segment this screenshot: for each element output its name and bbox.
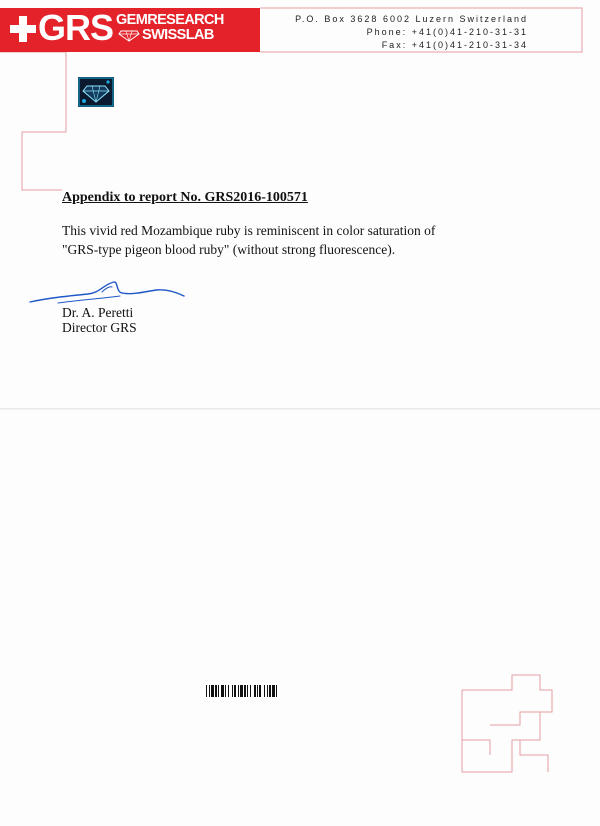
diamond-icon — [118, 30, 140, 42]
appendix-body — [62, 221, 462, 259]
swiss-cross-icon — [10, 16, 36, 42]
appendix-body-line1: This vivid red Mozambique ruby is reminiscent in color saturation of — [62, 223, 436, 238]
signer-name: Dr. A. Peretti — [62, 305, 134, 320]
appendix-body-line2: "GRS-type pigeon blood ruby" (without strong fluorescence). — [62, 242, 396, 257]
address-line: P.O. Box 3628 6002 Luzern Switzerland — [295, 14, 528, 24]
logo-text: GRS — [38, 7, 114, 48]
fax-line: Fax: +41(0)41-210-31-34 — [381, 40, 528, 50]
company-address — [295, 13, 528, 52]
company-name-line1: GEMRESEARCH — [116, 12, 224, 28]
appendix-title: Appendix to report No. GRS2016-100571 — [62, 190, 308, 205]
barcode — [206, 685, 326, 697]
phone-line: Phone: +41(0)41-210-31-31 — [366, 27, 528, 37]
hologram-diamond-icon — [78, 77, 114, 107]
paper-fold-line — [0, 408, 600, 410]
signer-title: Director GRS — [62, 320, 137, 335]
company-name-line2-text: SWISSLAB — [142, 27, 214, 43]
